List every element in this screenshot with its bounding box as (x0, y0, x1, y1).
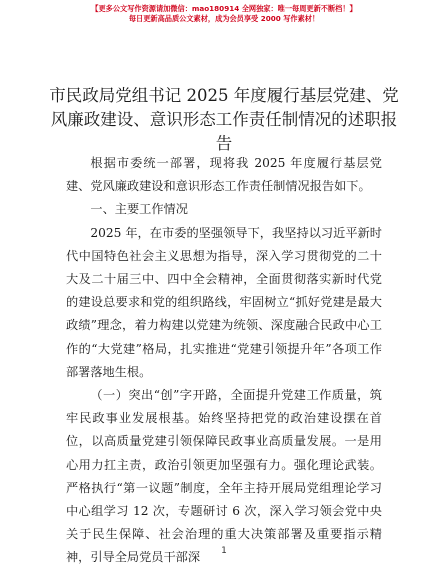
paragraph-subsection-1: （一）突出“创”字开路，全面提升党建工作质量，筑牢民政事业发展根基。始终坚持把党的政治建设摆在首位，以高质量党建引领保障民政事业高质量发展。一是用心用力扛主责，政治引领更加坚强有力。强化理论武装。严格执行“第一议题”制度，全年主持开展局党组理论学习中心组学习 12 次，专题研讨 6 次，深入学习领会党中央关于民生保障、社会治理的重大决策部署及重要指示精神，引导全局党员干部深 (66, 388, 382, 565)
document-title: 市民政局党组书记 2025 年度履行基层党建、党风廉政建设、意识形态工作责任制情况的述职报告 (49, 86, 399, 153)
promo-banner (0, 4, 448, 24)
promo-banner-line-2: 每日更新高品质公文素材，成为会员享受 2000 写作素材！ (128, 14, 320, 23)
document-body (66, 152, 382, 570)
paragraph-intro: 根据市委统一部署，现将我 2025 年度履行基层党建、党风廉政建设和意识形态工作责任制情况报告如下。 (66, 156, 382, 194)
paragraph-overview: 2025 年，在市委的坚强领导下，我坚持以习近平新时代中国特色社会主义思想为指导，深入学习贯彻党的二十大及二十届三中、四中全会精神，全面贯彻落实新时代党的建设总要求和党的组织路线，牢固树立“抓好党建是最大政绩”理念，着力构建以党建为统领、深度融合民政中心工作的“大党建”格局，扎实推进“党建引领提升年”各项工作部署落地生根。 (66, 225, 382, 379)
promo-banner-line-1: 【更多公文写作资源请加微信：mao180914 全网独家：唯一每周更新不断档！】 (91, 4, 357, 13)
section-heading: 一、主要工作情况 (90, 202, 188, 217)
page-number: 1 (221, 546, 227, 556)
